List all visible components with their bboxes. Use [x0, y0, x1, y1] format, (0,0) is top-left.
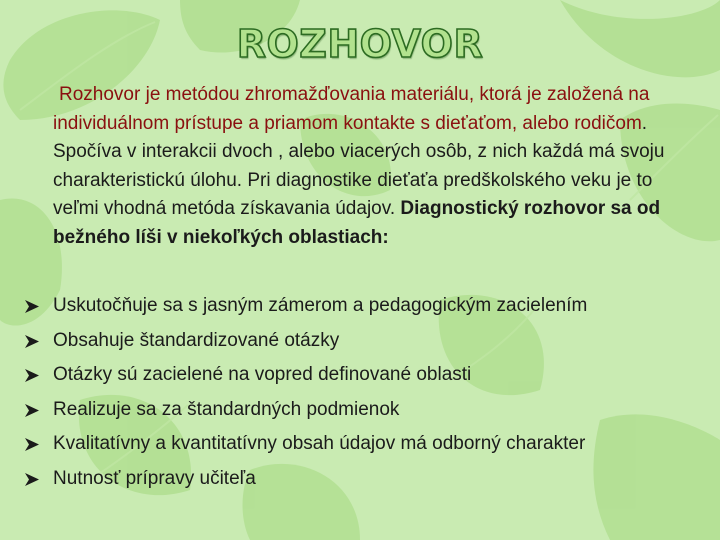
slide-title: ROZHOVOR [236, 22, 484, 66]
intro-highlight-text: Rozhovor je metódou zhromažďovania materiálu, ktorá je založená na individuálnom prístupe a priamom kontakte s dieťaťom, alebo rodičom [53, 84, 650, 134]
arrowhead-bullet-icon [24, 334, 40, 349]
arrowhead-bullet-icon [24, 368, 40, 383]
intro-paragraph [53, 81, 701, 252]
intro-plain-text: Spočíva v interakcii dvoch , alebo viacerých osôb, z nich každá má svoju charakteristickú úlohu. Pri diagnostike dieťaťa predškolského veku je to veľmi vhodná metóda získavania údajov. [53, 141, 665, 219]
bullet-item [24, 324, 704, 359]
bullet-list [24, 289, 704, 496]
arrowhead-bullet-icon [24, 299, 40, 314]
arrowhead-bullet-icon [24, 403, 40, 418]
bullet-text: Otázky sú zacielené na vopred definované oblasti [53, 364, 472, 385]
bullet-text: Obsahuje štandardizované otázky [53, 329, 340, 351]
intro-period: . [641, 112, 648, 134]
arrowhead-bullet-icon [24, 437, 40, 452]
bullet-text: Realizuje sa za štandardných podmienok [53, 398, 400, 420]
bullet-text: Nutnosť prípravy učiteľa [53, 467, 256, 489]
bullet-text: Kvalitatívny a kvantitatívny obsah údajov má odborný charakter [53, 433, 586, 454]
bullet-item [24, 427, 704, 462]
bullet-text: Uskutočňuje sa s jasným zámerom a pedagogickým zacielením [53, 295, 588, 316]
bullet-item [24, 393, 704, 428]
intro-bold-text: Diagnostický rozhovor sa od bežného líši v niekoľkých oblastiach: [53, 198, 661, 248]
arrowhead-bullet-icon [24, 472, 40, 487]
bullet-item [24, 462, 704, 497]
bullet-item [24, 289, 704, 324]
bullet-item [24, 358, 704, 393]
